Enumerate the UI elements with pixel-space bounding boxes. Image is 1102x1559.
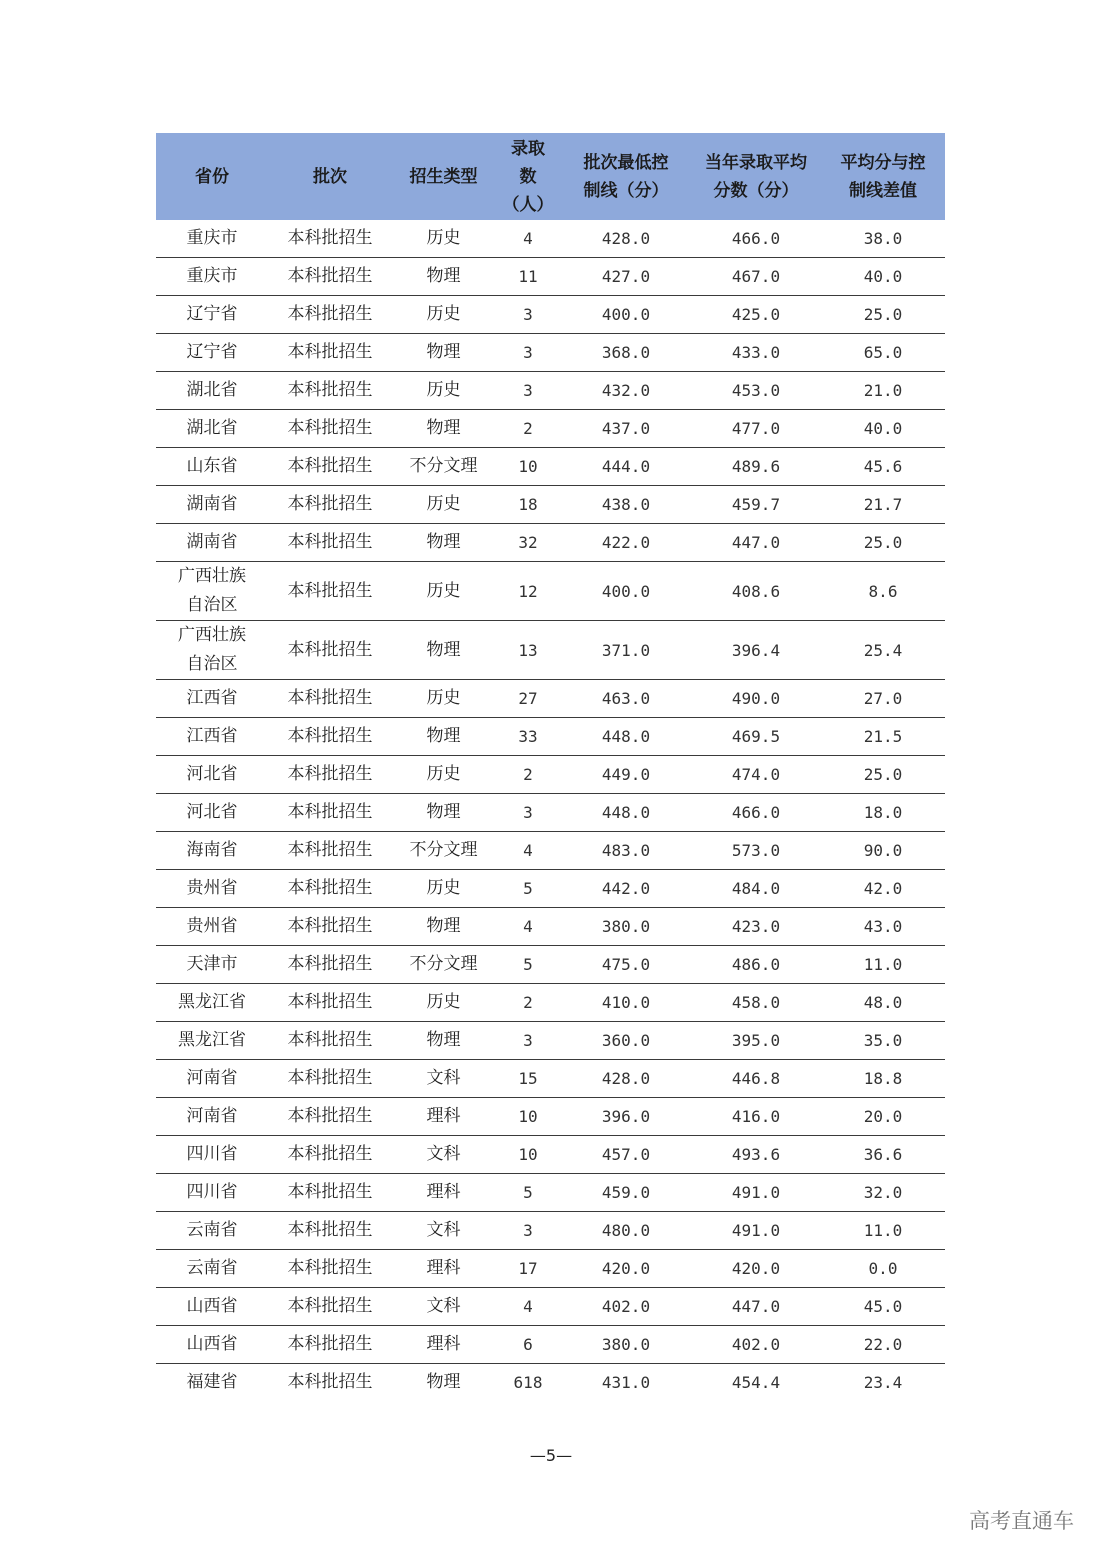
table-row (156, 621, 945, 680)
cell-batch: 本科批招生 (268, 296, 392, 334)
cell-min-control-line: 475.0 (561, 946, 691, 984)
cell-batch: 本科批招生 (268, 621, 392, 680)
cell-score-difference: 48.0 (821, 984, 945, 1022)
cell-enroll-type: 历史 (392, 220, 495, 258)
cell-province: 黑龙江省 (156, 1022, 268, 1060)
cell-score-difference: 22.0 (821, 1326, 945, 1364)
cell-average-score: 459.7 (691, 486, 821, 524)
cell-province: 贵州省 (156, 908, 268, 946)
cell-admitted-count: 2 (495, 410, 561, 448)
table-row (156, 984, 945, 1022)
cell-enroll-type: 不分文理 (392, 832, 495, 870)
cell-score-difference: 20.0 (821, 1098, 945, 1136)
cell-average-score: 425.0 (691, 296, 821, 334)
cell-admitted-count: 4 (495, 1288, 561, 1326)
cell-province: 重庆市 (156, 258, 268, 296)
cell-min-control-line: 432.0 (561, 372, 691, 410)
cell-batch: 本科批招生 (268, 220, 392, 258)
cell-score-difference: 11.0 (821, 1212, 945, 1250)
cell-admitted-count: 618 (513, 1373, 543, 1392)
cell-admitted-count: 10 (495, 448, 561, 486)
cell-min-control-line: 396.0 (561, 1098, 691, 1136)
cell-min-control-line: 463.0 (561, 680, 691, 718)
cell-enroll-type: 文科 (392, 1212, 495, 1250)
table-header-row (156, 133, 945, 220)
cell-province: 山西省 (156, 1326, 268, 1364)
cell-min-control-line: 428.0 (561, 220, 691, 258)
header-batch: 批次 (268, 133, 392, 220)
cell-batch: 本科批招生 (268, 794, 392, 832)
cell-score-difference: 23.4 (863, 1373, 903, 1392)
watermark-text: 高考直通车 (969, 1509, 1074, 1533)
cell-province: 黑龙江省 (156, 984, 268, 1022)
cell-enroll-type: 文科 (392, 1288, 495, 1326)
cell-score-difference: 25.0 (821, 296, 945, 334)
table-row (156, 1174, 945, 1212)
cell-min-control-line: 400.0 (561, 562, 691, 621)
header-average-score: 当年录取平均 分数（分） (691, 133, 821, 220)
cell-batch: 本科批招生 (268, 258, 392, 296)
table-row (156, 1098, 945, 1136)
cell-score-difference: 38.0 (821, 220, 945, 258)
cell-score-difference: 0.0 (821, 1250, 945, 1288)
header-admitted-count: 录取 数 （人） (495, 133, 561, 220)
cell-batch: 本科批招生 (268, 1212, 392, 1250)
cell-score-difference: 25.0 (821, 756, 945, 794)
cell-average-score: 402.0 (691, 1326, 821, 1364)
cell-enroll-type: 历史 (392, 486, 495, 524)
cell-score-difference: 18.8 (821, 1060, 945, 1098)
cell-min-control-line: 480.0 (561, 1212, 691, 1250)
table-row (156, 1136, 945, 1174)
cell-min-control-line: 437.0 (561, 410, 691, 448)
cell-score-difference: 21.0 (821, 372, 945, 410)
cell-average-score: 474.0 (691, 756, 821, 794)
cell-enroll-type: 物理 (392, 718, 495, 756)
cell-score-difference: 42.0 (821, 870, 945, 908)
cell-score-difference: 11.0 (821, 946, 945, 984)
table-row (156, 220, 945, 258)
cell-enroll-type: 文科 (392, 1060, 495, 1098)
cell-average-score: 493.6 (691, 1136, 821, 1174)
cell-admitted-count: 4 (495, 832, 561, 870)
cell-score-difference: 43.0 (821, 908, 945, 946)
cell-admitted-count: 15 (495, 1060, 561, 1098)
cell-batch: 本科批招生 (268, 372, 392, 410)
cell-admitted-count: 5 (495, 870, 561, 908)
cell-min-control-line: 448.0 (561, 794, 691, 832)
cell-average-score: 484.0 (691, 870, 821, 908)
cell-average-score: 453.0 (691, 372, 821, 410)
cell-min-control-line: 368.0 (561, 334, 691, 372)
cell-batch: 本科批招生 (268, 1136, 392, 1174)
cell-score-difference: 25.0 (821, 524, 945, 562)
cell-min-control-line: 431.0 (601, 1373, 651, 1392)
cell-score-difference: 40.0 (821, 410, 945, 448)
cell-admitted-count: 27 (495, 680, 561, 718)
cell-province: 河北省 (156, 794, 268, 832)
cell-batch: 本科批招生 (268, 1288, 392, 1326)
cell-batch: 本科批招生 (268, 448, 392, 486)
cell-enroll-type: 不分文理 (392, 448, 495, 486)
cell-score-difference: 40.0 (821, 258, 945, 296)
cell-province: 河北省 (156, 756, 268, 794)
cell-min-control-line: 427.0 (561, 258, 691, 296)
table-row (156, 946, 945, 984)
cell-batch: 本科批招生 (287, 1372, 373, 1392)
cell-province: 云南省 (156, 1212, 268, 1250)
cell-score-difference: 45.6 (821, 448, 945, 486)
cell-min-control-line: 422.0 (561, 524, 691, 562)
cell-score-difference: 18.0 (821, 794, 945, 832)
table-row (156, 794, 945, 832)
cell-admitted-count: 2 (495, 756, 561, 794)
cell-province: 河南省 (156, 1060, 268, 1098)
cell-batch: 本科批招生 (268, 410, 392, 448)
cell-province: 辽宁省 (156, 334, 268, 372)
table-row (156, 448, 945, 486)
cell-enroll-type: 理科 (392, 1174, 495, 1212)
cell-batch: 本科批招生 (268, 832, 392, 870)
table-row (156, 680, 945, 718)
cell-batch: 本科批招生 (268, 718, 392, 756)
cell-enroll-type: 历史 (392, 870, 495, 908)
cell-score-difference: 45.0 (821, 1288, 945, 1326)
cell-average-score: 433.0 (691, 334, 821, 372)
cell-enroll-type: 物理 (392, 410, 495, 448)
cell-min-control-line: 360.0 (561, 1022, 691, 1060)
table-row (156, 870, 945, 908)
page-number: —5— (529, 1446, 573, 1465)
cell-batch: 本科批招生 (268, 870, 392, 908)
table-row (156, 756, 945, 794)
cell-province: 广西壮族 自治区 (156, 621, 268, 680)
cell-enroll-type: 历史 (392, 372, 495, 410)
cell-min-control-line: 420.0 (561, 1250, 691, 1288)
cell-batch: 本科批招生 (268, 1250, 392, 1288)
cell-average-score: 573.0 (691, 832, 821, 870)
cell-batch: 本科批招生 (268, 486, 392, 524)
cell-min-control-line: 428.0 (561, 1060, 691, 1098)
cell-average-score: 486.0 (691, 946, 821, 984)
cell-score-difference: 32.0 (821, 1174, 945, 1212)
table-row (156, 1288, 945, 1326)
cell-batch: 本科批招生 (268, 680, 392, 718)
cell-enroll-type: 物理 (392, 621, 495, 680)
cell-min-control-line: 483.0 (561, 832, 691, 870)
cell-min-control-line: 400.0 (561, 296, 691, 334)
cell-min-control-line: 448.0 (561, 718, 691, 756)
table-row (156, 258, 945, 296)
cell-admitted-count: 5 (495, 1174, 561, 1212)
cell-score-difference: 21.7 (821, 486, 945, 524)
cell-batch: 本科批招生 (268, 756, 392, 794)
cell-province: 山西省 (156, 1288, 268, 1326)
cell-enroll-type: 物理 (392, 1022, 495, 1060)
cell-enroll-type: 历史 (392, 562, 495, 621)
cell-admitted-count: 3 (495, 296, 561, 334)
cell-average-score: 396.4 (691, 621, 821, 680)
cell-score-difference: 36.6 (821, 1136, 945, 1174)
table-body (156, 220, 945, 1401)
cell-admitted-count: 33 (495, 718, 561, 756)
cell-average-score: 466.0 (691, 220, 821, 258)
cell-province: 山东省 (156, 448, 268, 486)
cell-admitted-count: 13 (495, 621, 561, 680)
cell-enroll-type: 理科 (392, 1250, 495, 1288)
cell-batch: 本科批招生 (268, 1326, 392, 1364)
cell-score-difference: 21.5 (821, 718, 945, 756)
cell-min-control-line: 449.0 (561, 756, 691, 794)
cell-enroll-type: 文科 (392, 1136, 495, 1174)
cell-average-score: 408.6 (691, 562, 821, 621)
cell-enroll-type: 物理 (392, 334, 495, 372)
cell-province: 广西壮族 自治区 (156, 562, 268, 621)
cell-average-score: 466.0 (691, 794, 821, 832)
cell-score-difference: 35.0 (821, 1022, 945, 1060)
cell-min-control-line: 402.0 (561, 1288, 691, 1326)
cell-average-score: 447.0 (691, 1288, 821, 1326)
cell-batch: 本科批招生 (268, 562, 392, 621)
cell-enroll-type: 物理 (426, 1372, 461, 1392)
cell-average-score: 491.0 (691, 1174, 821, 1212)
header-score-difference: 平均分与控 制线差值 (821, 133, 945, 220)
table-row (156, 296, 945, 334)
cell-average-score: 420.0 (691, 1250, 821, 1288)
admission-score-table (156, 133, 945, 1401)
cell-batch: 本科批招生 (268, 1060, 392, 1098)
cell-province: 湖南省 (156, 524, 268, 562)
cell-admitted-count: 3 (495, 334, 561, 372)
cell-min-control-line: 410.0 (561, 984, 691, 1022)
cell-enroll-type: 历史 (392, 680, 495, 718)
cell-enroll-type: 物理 (392, 258, 495, 296)
cell-score-difference: 8.6 (821, 562, 945, 621)
cell-province: 四川省 (156, 1174, 268, 1212)
cell-min-control-line: 442.0 (561, 870, 691, 908)
table-row (156, 1022, 945, 1060)
cell-average-score: 395.0 (691, 1022, 821, 1060)
cell-min-control-line: 371.0 (561, 621, 691, 680)
cell-admitted-count: 11 (495, 258, 561, 296)
cell-batch: 本科批招生 (268, 946, 392, 984)
cell-score-difference: 25.4 (821, 621, 945, 680)
cell-admitted-count: 12 (495, 562, 561, 621)
cell-average-score: 423.0 (691, 908, 821, 946)
table-row (156, 524, 945, 562)
cell-average-score: 477.0 (691, 410, 821, 448)
cell-admitted-count: 32 (495, 524, 561, 562)
header-min-control-line: 批次最低控 制线（分） (561, 133, 691, 220)
cell-batch: 本科批招生 (268, 1174, 392, 1212)
cell-province: 湖北省 (156, 372, 268, 410)
cell-admitted-count: 3 (495, 1022, 561, 1060)
table-row (156, 832, 945, 870)
cell-province: 云南省 (156, 1250, 268, 1288)
cell-admitted-count: 3 (495, 1212, 561, 1250)
cell-batch: 本科批招生 (268, 334, 392, 372)
cell-average-score: 489.6 (691, 448, 821, 486)
cell-enroll-type: 物理 (392, 524, 495, 562)
cell-admitted-count: 6 (495, 1326, 561, 1364)
cell-average-score: 416.0 (691, 1098, 821, 1136)
cell-admitted-count: 3 (495, 372, 561, 410)
cell-average-score: 469.5 (691, 718, 821, 756)
cell-batch: 本科批招生 (268, 1098, 392, 1136)
table-row (156, 486, 945, 524)
cell-enroll-type: 理科 (392, 1098, 495, 1136)
cell-enroll-type: 不分文理 (392, 946, 495, 984)
cell-province: 湖北省 (156, 410, 268, 448)
table-row (156, 410, 945, 448)
table-row (156, 718, 945, 756)
cell-province: 湖南省 (156, 486, 268, 524)
cell-min-control-line: 380.0 (561, 908, 691, 946)
table-row (156, 908, 945, 946)
cell-admitted-count: 2 (495, 984, 561, 1022)
cell-enroll-type: 历史 (392, 296, 495, 334)
table-row (156, 1364, 945, 1402)
cell-min-control-line: 444.0 (561, 448, 691, 486)
cell-batch: 本科批招生 (268, 908, 392, 946)
table-row (156, 372, 945, 410)
cell-average-score: 458.0 (691, 984, 821, 1022)
cell-province: 天津市 (156, 946, 268, 984)
cell-enroll-type: 理科 (392, 1326, 495, 1364)
table-row (156, 562, 945, 621)
cell-average-score: 447.0 (691, 524, 821, 562)
cell-score-difference: 65.0 (821, 334, 945, 372)
cell-province: 辽宁省 (156, 296, 268, 334)
cell-admitted-count: 18 (495, 486, 561, 524)
cell-province: 江西省 (156, 718, 268, 756)
cell-enroll-type: 物理 (392, 794, 495, 832)
cell-enroll-type: 历史 (392, 756, 495, 794)
cell-score-difference: 27.0 (821, 680, 945, 718)
cell-admitted-count: 5 (495, 946, 561, 984)
cell-min-control-line: 457.0 (561, 1136, 691, 1174)
cell-admitted-count: 4 (495, 908, 561, 946)
cell-average-score: 454.4 (731, 1373, 781, 1392)
cell-enroll-type: 物理 (392, 908, 495, 946)
cell-average-score: 467.0 (691, 258, 821, 296)
cell-enroll-type: 历史 (392, 984, 495, 1022)
table-row (156, 1060, 945, 1098)
cell-batch: 本科批招生 (268, 524, 392, 562)
cell-average-score: 491.0 (691, 1212, 821, 1250)
cell-province: 河南省 (156, 1098, 268, 1136)
cell-province: 海南省 (156, 832, 268, 870)
cell-score-difference: 90.0 (821, 832, 945, 870)
cell-min-control-line: 438.0 (561, 486, 691, 524)
cell-province: 四川省 (156, 1136, 268, 1174)
cell-admitted-count: 17 (495, 1250, 561, 1288)
header-enroll-type: 招生类型 (392, 133, 495, 220)
header-province: 省份 (156, 133, 268, 220)
cell-batch: 本科批招生 (268, 984, 392, 1022)
cell-province: 江西省 (156, 680, 268, 718)
table-row (156, 1212, 945, 1250)
cell-average-score: 490.0 (691, 680, 821, 718)
table-row (156, 1326, 945, 1364)
cell-province: 重庆市 (156, 220, 268, 258)
cell-admitted-count: 4 (495, 220, 561, 258)
cell-min-control-line: 380.0 (561, 1326, 691, 1364)
cell-batch: 本科批招生 (268, 1022, 392, 1060)
cell-province: 贵州省 (156, 870, 268, 908)
table-row (156, 334, 945, 372)
cell-province: 福建省 (186, 1372, 238, 1392)
cell-admitted-count: 10 (495, 1136, 561, 1174)
cell-average-score: 446.8 (691, 1060, 821, 1098)
cell-admitted-count: 3 (495, 794, 561, 832)
table-row (156, 1250, 945, 1288)
cell-admitted-count: 10 (495, 1098, 561, 1136)
cell-min-control-line: 459.0 (561, 1174, 691, 1212)
